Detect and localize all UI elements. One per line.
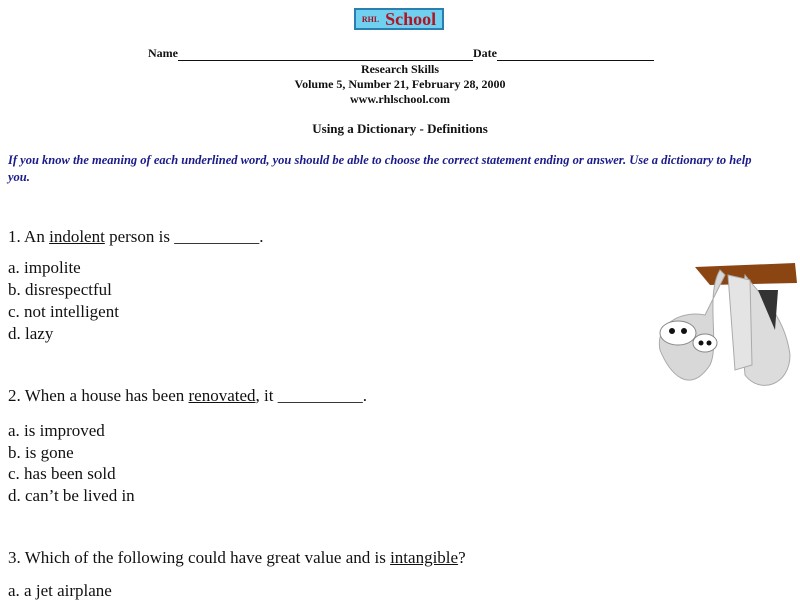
q2-pre: 2. When a house has been xyxy=(8,386,189,405)
option: c. has been sold xyxy=(8,464,116,483)
option: c. not intelligent xyxy=(8,302,119,321)
q1-pre: 1. An xyxy=(8,227,50,246)
option: b. disrespectful xyxy=(8,280,112,299)
name-label: Name xyxy=(148,46,178,60)
logo-main-text: School xyxy=(385,9,437,29)
name-date-line xyxy=(148,46,654,61)
sloth-illustration xyxy=(650,255,800,400)
q3-pre: 3. Which of the following could have great value and is xyxy=(8,548,391,567)
option: a. is improved xyxy=(8,421,105,440)
q3-word: intangible xyxy=(390,548,459,567)
date-label: Date xyxy=(473,46,497,60)
name-blank xyxy=(178,48,473,61)
question-2 xyxy=(8,386,367,406)
q2-word: renovated xyxy=(188,386,256,405)
option: d. can’t be lived in xyxy=(8,486,135,505)
date-blank xyxy=(497,48,654,61)
issue-info: Volume 5, Number 21, February 28, 2000 xyxy=(294,77,506,91)
logo-small-text: RHL xyxy=(361,14,380,24)
subject: Research Skills xyxy=(360,62,440,76)
q3-post: ? xyxy=(458,548,466,567)
rhl-school-logo xyxy=(354,8,444,30)
q2-post: , it __________. xyxy=(255,386,367,405)
option: a. impolite xyxy=(8,258,81,277)
question-3 xyxy=(8,548,466,568)
website: www.rhlschool.com xyxy=(350,92,450,106)
question-1 xyxy=(8,227,263,247)
instructions: If you know the meaning of each underlined word, you should be able to choose the correct statement ending or answer. Use a dictionary to help you. xyxy=(8,153,752,184)
page-title: Using a Dictionary - Definitions xyxy=(312,121,488,136)
option: b. is gone xyxy=(8,443,74,462)
q1-post: person is __________. xyxy=(104,227,264,246)
option: d. lazy xyxy=(8,324,54,343)
q1-word: indolent xyxy=(49,227,105,246)
option: a. a jet airplane xyxy=(8,581,112,600)
